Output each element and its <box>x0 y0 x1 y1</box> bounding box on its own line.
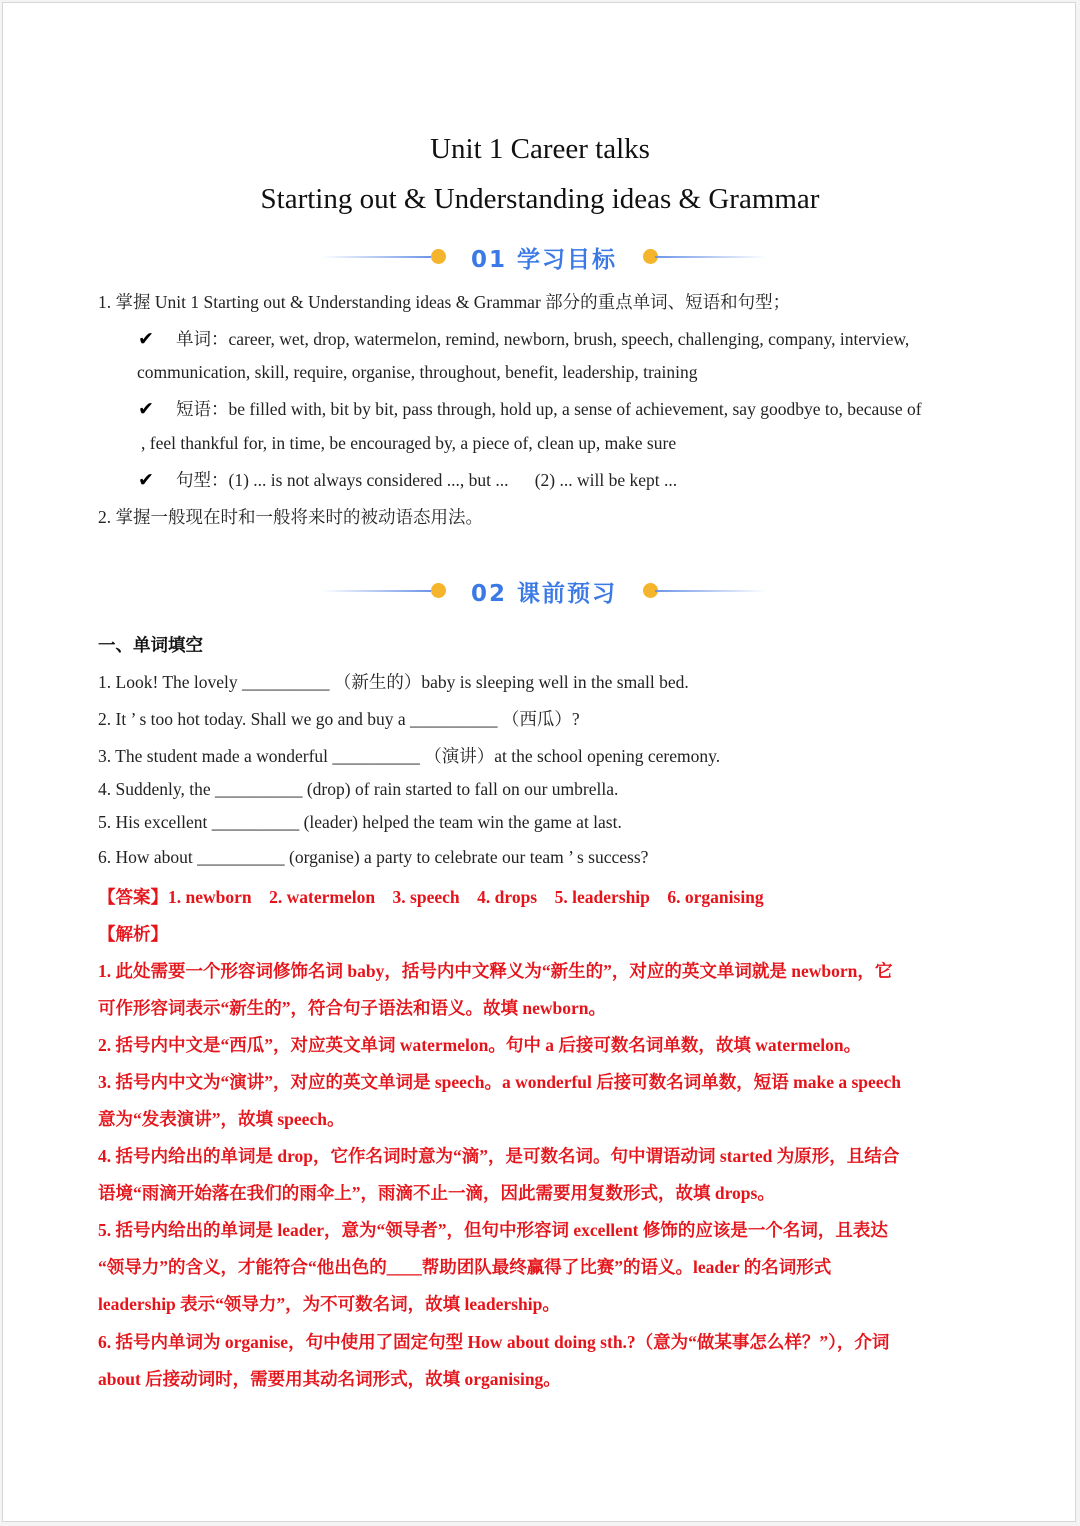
exercise-heading: 一、单词填空 <box>98 636 203 656</box>
section-label: 01 学习目标 <box>470 247 617 273</box>
question-6: 6. How about __________ (organise) a party to celebrate our team ’ s success? <box>98 847 649 867</box>
section-label: 02 课前预习 <box>470 581 617 607</box>
analysis-line: 5. 括号内给出的单词是 leader，意为“领导者”，但句中形容词 excellent 修饰的应该是一个名词，且表达 <box>98 1220 888 1240</box>
analysis-line: 1. 此处需要一个形容词修饰名词 baby，括号内中文释义为“新生的”，对应的英文单词就是 newborn，它 <box>98 961 893 981</box>
goal-2: 2. 掌握一般现在时和一般将来时的被动语态用法。 <box>98 507 483 527</box>
analysis-line: 意为“发表演讲”，故填 speech。 <box>98 1109 345 1129</box>
analysis-line: about 后接动词时，需要用其动名词形式，故填 organising。 <box>98 1369 561 1389</box>
words-line-2: communication, skill, require, organise, throughout, benefit, leadership, training <box>137 362 698 382</box>
question-1: 1. Look! The lovely __________ （新生的）baby is sleeping well in the small bed. <box>98 672 689 692</box>
question-4: 4. Suddenly, the __________ (drop) of rain started to fall on our umbrella. <box>98 779 619 799</box>
banner-line-left <box>321 590 431 592</box>
words-item <box>138 326 909 351</box>
check-icon: ✔ <box>138 469 154 491</box>
question-5: 5. His excellent __________ (leader) helped the team win the game at last. <box>98 812 622 832</box>
analysis-line: 4. 括号内给出的单词是 drop，它作名词时意为“滴”，是可数名词。句中谓语动词 started 为原形，且结合 <box>98 1146 900 1166</box>
analysis-line: 3. 括号内中文为“演讲”，对应的英文单词是 speech。a wonderful 后接可数名词单数，短语 make a speech <box>98 1072 902 1092</box>
goal-1: 1. 掌握 Unit 1 Starting out & Understanding ideas & Grammar 部分的重点单词、短语和句型； <box>98 292 791 312</box>
analysis-line: 6. 括号内单词为 organise，句中使用了固定句型 How about doing sth.?（意为“做某事怎么样？”），介词 <box>98 1332 890 1352</box>
words-line-1: 单词：career, wet, drop, watermelon, remind, newborn, brush, speech, challenging, company, interview, <box>176 329 910 349</box>
answer-values: 1. newborn 2. watermelon 3. speech 4. drops 5. leadership 6. organising <box>168 887 764 907</box>
question-3: 3. The student made a wonderful __________ （演讲）at the school opening ceremony. <box>98 746 721 766</box>
banner-dot-left <box>431 249 446 264</box>
patterns-item <box>138 467 677 492</box>
answer-label: 【答案】 <box>98 887 168 907</box>
banner-line-left <box>321 256 431 258</box>
question-2: 2. It ’ s too hot today. Shall we go and buy a __________ （西瓜）? <box>98 709 580 729</box>
banner-dot-left <box>431 583 446 598</box>
check-icon: ✔ <box>138 328 154 350</box>
lesson-subtitle: Starting out & Understanding ideas & Grammar <box>260 183 820 215</box>
analysis-line: leadership 表示“领导力”，为不可数名词，故填 leadership。 <box>98 1294 560 1314</box>
analysis-line: 2. 括号内中文是“西瓜”，对应英文单词 watermelon。句中 a 后接可数名词单数，故填 watermelon。 <box>98 1035 862 1055</box>
answer-line <box>98 884 764 909</box>
phrases-item <box>138 396 922 421</box>
phrases-line-2: , feel thankful for, in time, be encouraged by, a piece of, clean up, make sure <box>141 433 677 453</box>
analysis-line: 可作形容词表示“新生的”，符合句子语法和语义。故填 newborn。 <box>98 998 606 1018</box>
unit-title: Unit 1 Career talks <box>430 133 650 165</box>
analysis-line: “领导力”的含义，才能符合“他出色的____帮助团队最终赢得了比赛”的语义。leader 的名词形式 <box>98 1257 832 1277</box>
patterns-line: 句型：(1) ... is not always considered ..., but ... (2) ... will be kept ... <box>176 470 678 490</box>
section-banner-preview <box>3 571 1077 611</box>
section-banner-objectives <box>3 237 1077 277</box>
analysis-label: 【解析】 <box>98 924 168 944</box>
check-icon: ✔ <box>138 398 154 420</box>
phrases-line-1: 短语：be filled with, bit by bit, pass through, hold up, a sense of achievement, say goodbye to, because of <box>176 399 922 419</box>
banner-line-right <box>655 256 767 258</box>
document-page <box>2 2 1076 1522</box>
analysis-line: 语境“雨滴开始落在我们的雨伞上”，雨滴不止一滴，因此需要用复数形式，故填 drops。 <box>98 1183 775 1203</box>
banner-line-right <box>655 590 767 592</box>
